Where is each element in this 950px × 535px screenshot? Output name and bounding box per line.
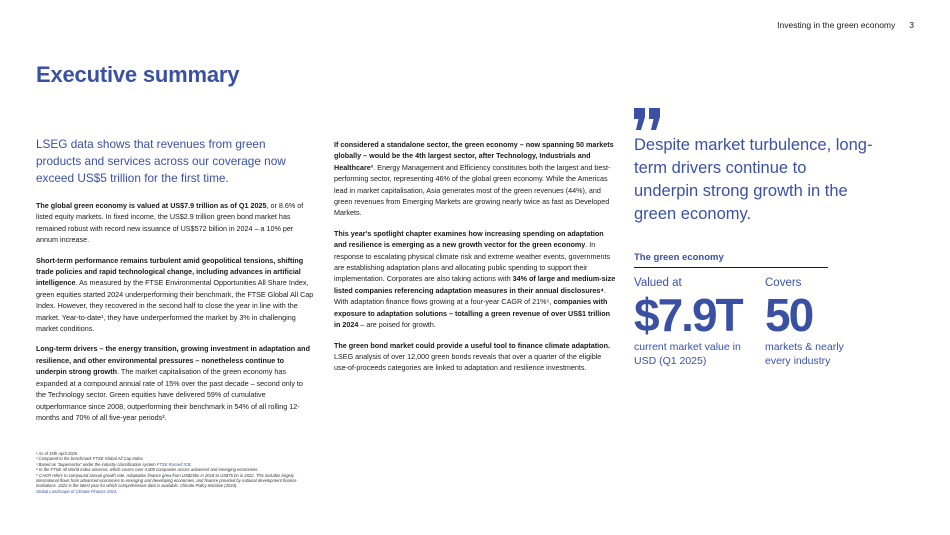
header-section-title: Investing in the green economy	[777, 20, 896, 30]
footnote-1: ¹ As of 15th April 2025.	[36, 451, 79, 456]
quote-mark-icon	[634, 108, 662, 130]
emphasis: This year's spotlight chapter examines how increasing spending on adaptation and resilience is emerging as a new growth vector for the green economy	[334, 228, 604, 250]
stat-valuation	[634, 276, 758, 368]
text: LSEG analysis of over 12,000 green bonds reveals that over a quarter of the eligible use-of-proceeds categories are linked to adaptation and resilience investments.	[334, 351, 602, 373]
middle-column	[334, 139, 616, 383]
stat-note: current market value in USD (Q1 2025)	[634, 341, 741, 367]
left-paragraph-3	[36, 343, 314, 423]
text: . With adaptation finance flows growing at a four-year CAGR of 21%⁵,	[334, 285, 606, 307]
stat-label: Valued at	[634, 277, 682, 289]
stat-note: markets & nearly every industry	[765, 341, 844, 367]
climate-finance-link[interactable]: Global Landscape of Climate Finance 2024.	[36, 488, 118, 494]
middle-paragraph-2	[334, 228, 616, 331]
emphasis: Long-term drivers – the energy transition, growing investment in adaptation and resilience, and other environmental pressures – nonetheless continue to underpin strong growth	[36, 344, 310, 377]
pull-quote: Despite market turbulence, long-term drivers continue to underpin strong growth in the green economy.	[634, 136, 873, 223]
page-title: Executive summary	[36, 62, 240, 87]
running-header	[777, 20, 914, 30]
text: . In response to escalating physical climate risk and extreme weather events, governments are establishing adaptation plans and allocating public spending to support their implementation. Corporates are also taking actions with	[334, 240, 611, 284]
emphasis: The global green economy is valued at US$7.9 trillion as of Q1 2025	[36, 201, 267, 210]
left-paragraph-2	[36, 255, 314, 335]
middle-paragraph-1	[334, 139, 616, 219]
divider	[634, 267, 828, 268]
emphasis: Short-term performance remains turbulent amid geopolitical tensions, shifting trade policies and rapid technological change, including advances in artificial intelligence	[36, 255, 304, 288]
emphasis: 34% of large and medium-size listed companies referencing adaptation measures in their annual disclosures⁴	[334, 274, 616, 295]
footnote-4: ⁴ In the FTSE All World Index universe, which covers over 4,000 companies across advanced and emerging economies.	[36, 467, 259, 473]
text: . Energy Management and Efficiency constitutes both the largest and best-performing sector, representing 46% of the global green economy. While the Americas lead in market capitalisation, Asia generates most of the green revenues (44%), and green revenues from Emerging Markets are growing nearly twice as fast as Developed Markets.	[334, 162, 611, 218]
ftse-russell-icb-link[interactable]: FTSE Russell ICB	[156, 461, 191, 467]
text: , or 8.6% of listed equity markets. In fixed income, the US$2.9 trillion green bond market has remained robust with record new issuance of US$572 billion in 2024 – a 10% per annum increase.	[36, 201, 304, 245]
text: . As measured by the FTSE Environmental Opportunities All Share Index, green equities started 2024 underperforming their benchmark, the FTSE Global All Cap Index. However, they recovered in the second half to close the year in line with the market. Year-to-date¹, they have underperformed the market by 3% in challenging market conditions.	[36, 278, 314, 334]
stat-coverage	[765, 276, 845, 368]
emphasis: companies with exposure to adaptation solutions – totalling a green revenue of over US$1 trillion in 2024	[334, 297, 610, 330]
footnote-5: ⁵ CAGR refers to compound annual growth rate. Adaptation finance grew from US$25bn in 2018 to US$76 bn in 2022. This includes largely international flows from advanced economies to emerging and developing economies, and finance provided by national development finance institutions. 2022 is the latest year for which comprehensive data is available. Climate Policy Initiative (2024).	[36, 472, 297, 489]
emphasis: If considered a standalone sector, the green economy – now spanning 50 markets globally – would be the 4th largest sector, after Technology, Industrials and Healthcare³	[334, 140, 614, 172]
page-number: 3	[909, 20, 914, 30]
text: .	[190, 461, 192, 467]
emphasis: The green bond market could provide a useful tool to finance climate adaptation.	[334, 340, 610, 350]
stat-value: $7.9T	[634, 289, 742, 341]
text: ³ Based on 'Supersector' under the industry classification system	[36, 461, 157, 467]
middle-paragraph-3	[334, 340, 616, 374]
left-paragraph-1	[36, 200, 314, 246]
stat-value: 50	[765, 289, 813, 341]
lead-paragraph: LSEG data shows that revenues from green products and services across our coverage now exceed US$5 trillion for the first time.	[36, 137, 286, 185]
left-column	[36, 136, 314, 432]
stat-label: Covers	[765, 277, 802, 289]
footnote-2: ² Compared to the benchmark FTSE Global All Cap Index.	[36, 456, 144, 462]
text: . The market capitalisation of the green economy has expanded at a compound annual rate of 15% over the past decade – second only to the Technology sector. Green equities have delivered 59% of cumulative outperformance since 2008, outperforming their benchmark in 54% of all rolling 12-months and 70% of all five-year periods².	[36, 367, 303, 422]
green-economy-title: The green economy	[634, 252, 724, 263]
text: – are poised for growth.	[358, 320, 436, 330]
footnotes	[36, 451, 298, 494]
